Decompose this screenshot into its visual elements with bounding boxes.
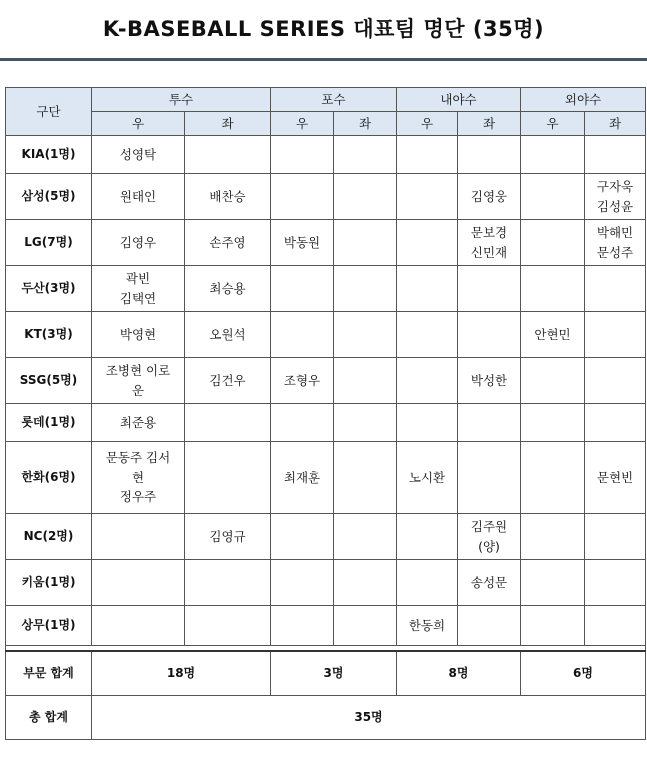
player-cell xyxy=(521,404,585,442)
player-cell xyxy=(334,266,397,312)
player-cell xyxy=(92,606,185,646)
team-name: LG(7명) xyxy=(6,220,92,266)
player-cell xyxy=(585,358,646,404)
player-cell xyxy=(585,266,646,312)
subtotal-catcher: 3명 xyxy=(271,651,397,695)
group-header-infielder: 내야수 xyxy=(397,88,521,112)
player-cell xyxy=(334,136,397,174)
player-cell xyxy=(521,174,585,220)
total-label: 총 합계 xyxy=(6,695,92,739)
player-cell xyxy=(397,266,458,312)
player-cell xyxy=(397,560,458,606)
player-name: 박해민 xyxy=(596,225,634,241)
player-cell xyxy=(185,136,271,174)
player-cell xyxy=(185,174,271,220)
player-cell xyxy=(521,442,585,514)
player-cell xyxy=(334,404,397,442)
player-cell xyxy=(92,220,185,266)
player-name: 정우주 xyxy=(119,489,157,505)
player-cell xyxy=(397,514,458,560)
division-header: 구단 xyxy=(6,88,92,136)
player-cell xyxy=(521,220,585,266)
team-name: KT(3명) xyxy=(6,312,92,358)
team-name: 삼성(5명) xyxy=(6,174,92,220)
player-cell xyxy=(185,514,271,560)
player-cell xyxy=(458,174,521,220)
player-cell xyxy=(521,266,585,312)
player-cell xyxy=(92,358,185,404)
table-row xyxy=(6,514,646,560)
team-name: 롯데(1명) xyxy=(6,404,92,442)
table-row xyxy=(6,220,646,266)
player-cell xyxy=(585,174,646,220)
player-name: 김택연 xyxy=(119,290,157,306)
player-cell xyxy=(585,220,646,266)
table-row xyxy=(6,136,646,174)
table-row xyxy=(6,442,646,514)
player-cell xyxy=(397,442,458,514)
player-cell xyxy=(92,442,185,514)
sub-header: 좌 xyxy=(458,112,521,136)
player-cell xyxy=(458,404,521,442)
player-cell xyxy=(185,312,271,358)
team-name: 상무(1명) xyxy=(6,606,92,646)
player-cell xyxy=(92,136,185,174)
player-name: 김영우 xyxy=(119,234,157,250)
subtotal-pitcher: 18명 xyxy=(92,651,271,695)
player-name: 노시환 xyxy=(408,469,446,485)
player-name: 김영규 xyxy=(209,528,246,544)
player-cell xyxy=(271,266,334,312)
sub-header: 좌 xyxy=(334,112,397,136)
player-name: 최재훈 xyxy=(283,469,321,485)
subtotal-infielder: 8명 xyxy=(397,651,521,695)
player-name: 김주원 xyxy=(470,519,508,535)
sub-header: 우 xyxy=(397,112,458,136)
player-name: 박성한 xyxy=(470,372,508,388)
player-cell xyxy=(521,514,585,560)
player-name: 문성주 xyxy=(596,244,634,260)
player-cell xyxy=(92,266,185,312)
player-cell xyxy=(92,312,185,358)
player-cell xyxy=(271,358,334,404)
player-name: 문동주 김서 xyxy=(105,450,171,466)
title-underline xyxy=(0,58,647,61)
subtotal-label: 부문 합계 xyxy=(6,651,92,695)
player-cell xyxy=(521,312,585,358)
player-cell xyxy=(458,560,521,606)
sub-header: 우 xyxy=(521,112,585,136)
group-header-outfielder: 외야수 xyxy=(521,88,646,112)
player-name: 배찬승 xyxy=(209,188,246,204)
team-name: KIA(1명) xyxy=(6,136,92,174)
player-cell xyxy=(585,560,646,606)
player-cell xyxy=(397,312,458,358)
player-cell xyxy=(185,220,271,266)
team-name: SSG(5명) xyxy=(6,358,92,404)
player-cell xyxy=(334,606,397,646)
player-name: 최준용 xyxy=(119,414,157,430)
table-row xyxy=(6,266,646,312)
player-cell xyxy=(458,514,521,560)
player-name: 손주영 xyxy=(209,234,246,250)
player-cell xyxy=(397,174,458,220)
player-name: 안현민 xyxy=(534,326,571,342)
player-cell xyxy=(334,174,397,220)
player-name: 원태인 xyxy=(119,188,157,204)
player-cell xyxy=(458,312,521,358)
player-cell xyxy=(185,606,271,646)
team-name: 키움(1명) xyxy=(6,560,92,606)
player-name: 성영탁 xyxy=(119,146,157,162)
player-name: 최승용 xyxy=(209,280,246,296)
team-name: 한화(6명) xyxy=(6,442,92,514)
player-cell xyxy=(92,514,185,560)
player-name: 운 xyxy=(131,382,145,398)
player-name: 송성문 xyxy=(470,574,508,590)
player-name: 신민재 xyxy=(470,244,508,260)
player-cell xyxy=(271,442,334,514)
player-cell xyxy=(458,358,521,404)
player-name: 오원석 xyxy=(209,326,246,342)
player-cell xyxy=(458,220,521,266)
table-row xyxy=(6,174,646,220)
player-cell xyxy=(271,514,334,560)
player-cell xyxy=(185,442,271,514)
player-name: 현 xyxy=(131,469,145,485)
table-row xyxy=(6,606,646,646)
player-cell xyxy=(334,312,397,358)
group-header-catcher: 포수 xyxy=(271,88,397,112)
player-cell xyxy=(334,358,397,404)
player-cell xyxy=(397,606,458,646)
player-cell xyxy=(271,174,334,220)
table-row xyxy=(6,312,646,358)
player-cell xyxy=(334,220,397,266)
player-cell xyxy=(92,560,185,606)
player-cell xyxy=(271,404,334,442)
player-name: (양) xyxy=(478,538,500,554)
table-row xyxy=(6,358,646,404)
table-row xyxy=(6,404,646,442)
player-cell xyxy=(585,514,646,560)
player-cell xyxy=(185,404,271,442)
player-cell xyxy=(585,606,646,646)
player-name: 박영현 xyxy=(119,326,157,342)
player-cell xyxy=(585,312,646,358)
player-cell xyxy=(185,266,271,312)
player-cell xyxy=(521,560,585,606)
player-name: 한동희 xyxy=(408,617,446,633)
player-name: 문현빈 xyxy=(596,469,634,485)
player-cell xyxy=(458,606,521,646)
sub-header: 우 xyxy=(271,112,334,136)
player-name: 문보경 xyxy=(470,225,508,241)
player-cell xyxy=(271,560,334,606)
player-name: 조형우 xyxy=(283,372,321,388)
player-cell xyxy=(334,514,397,560)
player-cell xyxy=(397,136,458,174)
player-cell xyxy=(92,404,185,442)
player-name: 구자욱 xyxy=(596,179,634,195)
sub-header: 우 xyxy=(92,112,185,136)
player-name: 박동원 xyxy=(283,234,321,250)
player-cell xyxy=(334,560,397,606)
subtotal-outfielder: 6명 xyxy=(521,651,646,695)
player-name: 김성윤 xyxy=(596,198,634,214)
player-cell xyxy=(185,358,271,404)
player-cell xyxy=(185,560,271,606)
team-name: 두산(3명) xyxy=(6,266,92,312)
player-cell xyxy=(397,358,458,404)
player-cell xyxy=(271,136,334,174)
player-cell xyxy=(585,136,646,174)
roster-table xyxy=(5,87,646,740)
player-cell xyxy=(458,136,521,174)
player-cell xyxy=(271,220,334,266)
player-cell xyxy=(334,442,397,514)
player-cell xyxy=(521,358,585,404)
team-name: NC(2명) xyxy=(6,514,92,560)
group-header-pitcher: 투수 xyxy=(92,88,271,112)
player-name: 김영웅 xyxy=(470,188,508,204)
player-cell xyxy=(397,220,458,266)
player-name: 김건우 xyxy=(209,372,246,388)
player-cell xyxy=(521,136,585,174)
player-cell xyxy=(397,404,458,442)
player-cell xyxy=(92,174,185,220)
player-cell xyxy=(271,312,334,358)
sub-header: 좌 xyxy=(185,112,271,136)
sub-header: 좌 xyxy=(585,112,646,136)
page-title: K-BASEBALL SERIES 대표팀 명단 (35명) xyxy=(102,17,545,41)
player-cell xyxy=(271,606,334,646)
table-row xyxy=(6,560,646,606)
player-cell xyxy=(585,442,646,514)
player-cell xyxy=(585,404,646,442)
player-name: 곽빈 xyxy=(125,271,151,287)
total-value: 35명 xyxy=(92,695,646,739)
player-cell xyxy=(458,442,521,514)
player-cell xyxy=(458,266,521,312)
player-name: 조병현 이로 xyxy=(105,363,171,379)
player-cell xyxy=(521,606,585,646)
roster-body xyxy=(6,136,646,646)
